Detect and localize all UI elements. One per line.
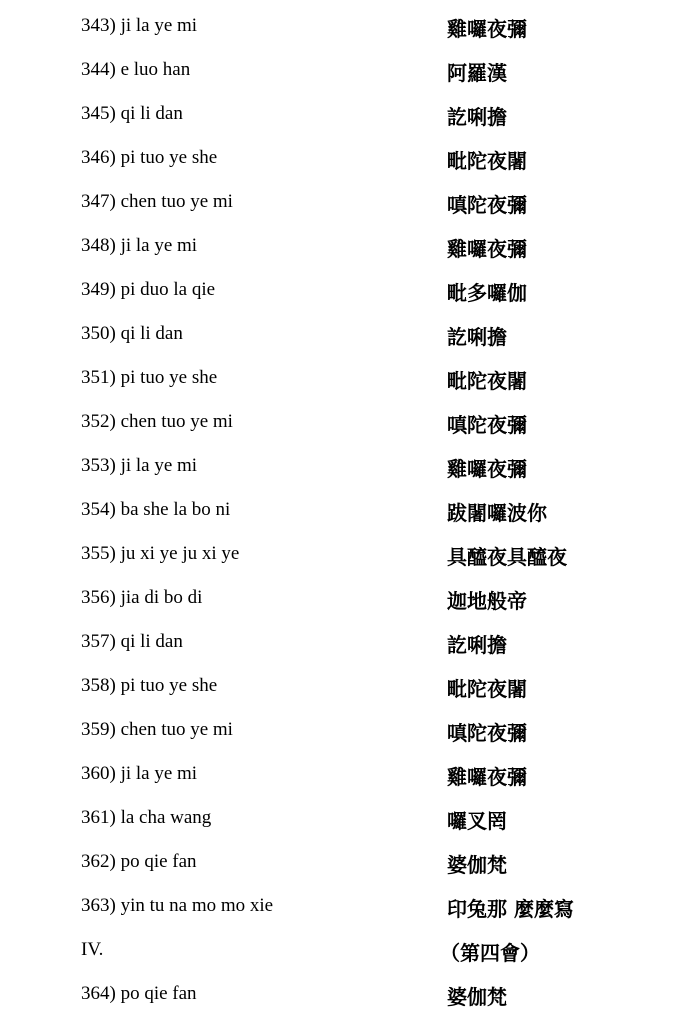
verse-row	[0, 146, 698, 176]
chinese-text: 訖唎擔	[447, 325, 507, 349]
verse-row	[0, 102, 698, 132]
verse-row	[0, 894, 698, 924]
pinyin-text: 349) pi duo la qie	[81, 279, 216, 300]
pinyin-text: 345) qi li dan	[81, 103, 183, 124]
pinyin-text: 343) ji la ye mi	[81, 15, 198, 36]
pinyin-text: 352) chen tuo ye mi	[81, 411, 233, 432]
verse-row	[0, 234, 698, 264]
pinyin-text: 355) ju xi ye ju xi ye	[81, 543, 240, 564]
chinese-text: 雞囉夜彌	[447, 17, 527, 41]
chinese-text: 跋闍囉波你	[447, 501, 547, 525]
verse-row	[0, 630, 698, 660]
pinyin-text: 347) chen tuo ye mi	[81, 191, 233, 212]
chinese-text: 雞囉夜彌	[447, 237, 527, 261]
chinese-text: 阿羅漢	[447, 61, 507, 85]
chinese-text: 印兔那 麼麼寫	[447, 897, 574, 921]
verse-row	[0, 850, 698, 880]
verse-row	[0, 674, 698, 704]
section-title: （第四會）	[440, 941, 540, 965]
chinese-text: 毗陀夜闍	[447, 677, 527, 701]
verse-row	[0, 366, 698, 396]
pinyin-text: 351) pi tuo ye she	[81, 367, 218, 388]
chinese-text: 婆伽梵	[447, 985, 507, 1009]
verse-row	[0, 806, 698, 836]
pinyin-text: 361) la cha wang	[81, 807, 212, 828]
pinyin-text: 353) ji la ye mi	[81, 455, 198, 476]
verse-row	[0, 322, 698, 352]
verse-row	[0, 718, 698, 748]
verse-row	[0, 762, 698, 792]
pinyin-text: 354) ba she la bo ni	[81, 499, 231, 520]
chinese-text: 具醯夜具醯夜	[447, 545, 567, 569]
pinyin-text: 358) pi tuo ye she	[81, 675, 218, 696]
chinese-text: 雞囉夜彌	[447, 765, 527, 789]
pinyin-text: 348) ji la ye mi	[81, 235, 198, 256]
chinese-text: 囉叉罔	[447, 809, 507, 833]
verse-row	[0, 542, 698, 572]
chinese-text: 毗陀夜闍	[447, 369, 527, 393]
verse-row	[0, 190, 698, 220]
chinese-text: 嗔陀夜彌	[447, 193, 527, 217]
verse-row	[0, 58, 698, 88]
pinyin-text: 350) qi li dan	[81, 323, 183, 344]
pinyin-text: 363) yin tu na mo mo xie	[81, 895, 274, 916]
chinese-text: 嗔陀夜彌	[447, 721, 527, 745]
pinyin-text: 357) qi li dan	[81, 631, 183, 652]
pinyin-text: 362) po qie fan	[81, 851, 197, 872]
pinyin-text: 344) e luo han	[81, 59, 191, 80]
chinese-text: 迦地般帝	[447, 589, 527, 613]
pinyin-text: 364) po qie fan	[81, 983, 197, 1004]
section-heading-row	[0, 938, 698, 968]
verse-row	[0, 586, 698, 616]
section-number: IV.	[81, 939, 104, 960]
verse-row	[0, 410, 698, 440]
chinese-text: 婆伽梵	[447, 853, 507, 877]
chinese-text: 訖唎擔	[447, 633, 507, 657]
verse-row	[0, 14, 698, 44]
chinese-text: 嗔陀夜彌	[447, 413, 527, 437]
verse-row	[0, 982, 698, 1012]
chinese-text: 毗陀夜闍	[447, 149, 527, 173]
chinese-text: 訖唎擔	[447, 105, 507, 129]
verse-row	[0, 498, 698, 528]
pinyin-text: 359) chen tuo ye mi	[81, 719, 233, 740]
verse-row	[0, 278, 698, 308]
verse-row	[0, 454, 698, 484]
chinese-text: 毗多囉伽	[447, 281, 527, 305]
chinese-text: 雞囉夜彌	[447, 457, 527, 481]
pinyin-text: 356) jia di bo di	[81, 587, 203, 608]
pinyin-text: 346) pi tuo ye she	[81, 147, 218, 168]
pinyin-text: 360) ji la ye mi	[81, 763, 198, 784]
